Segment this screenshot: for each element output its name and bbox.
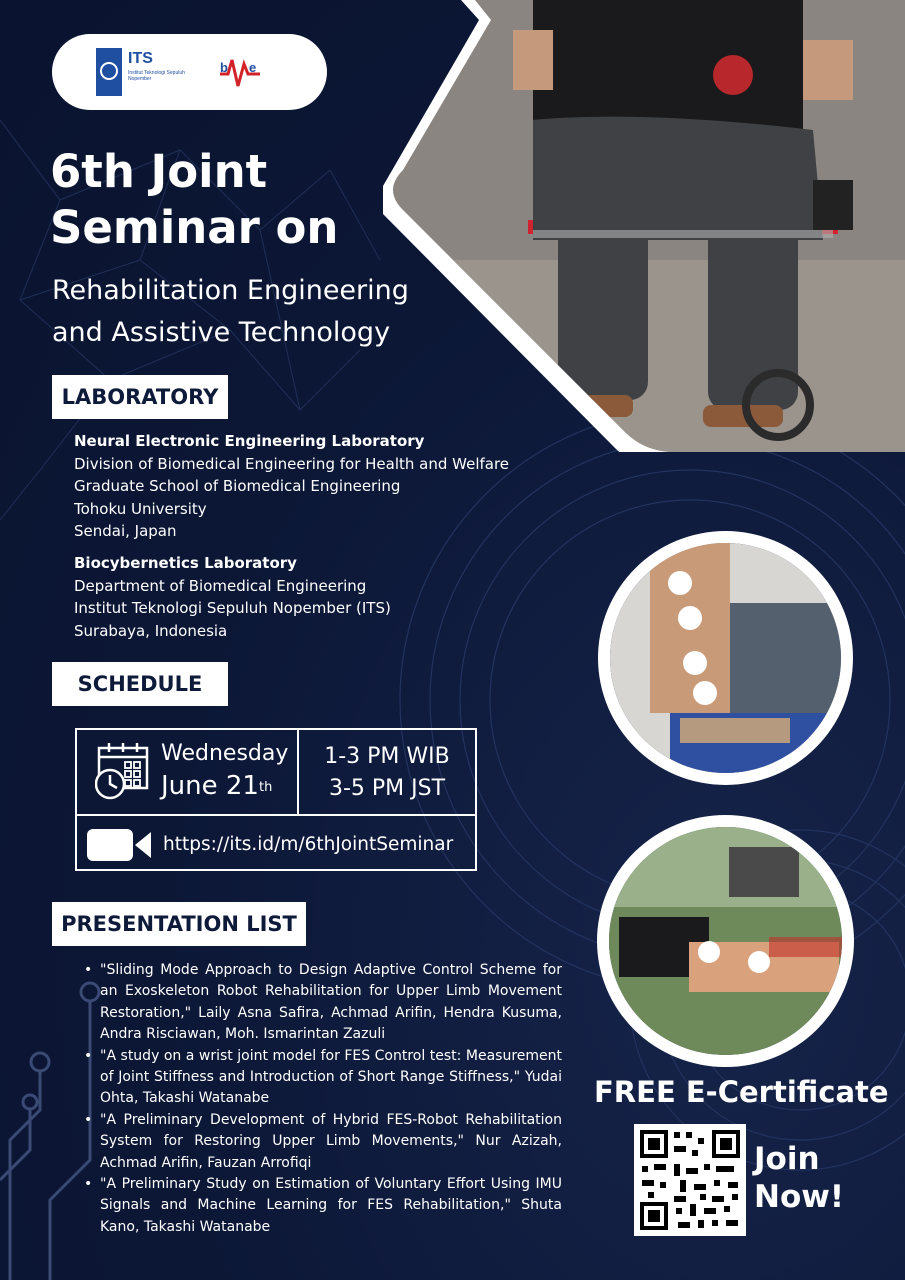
schedule-time-wib: 1-3 PM WIB (324, 744, 450, 769)
presentation-item: • "Sliding Mode Approach to Design Adaptive Control Scheme for an Exoskeleton Robot Rehabilitation for Upper Limb Movement Restoration," Laily Asna Safira, Achmad Arifin, Hendra Kusuma, Andra Risciawan, Moh. Ismarintan Zazuli (82, 960, 562, 1046)
lab-2-line: Surabaya, Indonesia (74, 621, 228, 640)
laboratory-heading: LABORATORY (52, 375, 228, 419)
free-certificate-text: FREE E-Certificate (594, 1075, 889, 1109)
lab-2-name: Biocybernetics Laboratory (74, 554, 297, 572)
schedule-date-text: June 21 (161, 771, 259, 801)
lab-2-line: Department of Biomedical Engineering (74, 576, 367, 595)
seminar-title (50, 144, 338, 256)
its-logo-text: ITS (128, 50, 153, 67)
presentation-list (82, 960, 562, 1238)
arm-electrodes-photo (597, 815, 854, 1067)
lab-1-line: Tohoku University (74, 499, 207, 518)
schedule-time-jst: 3-5 PM JST (328, 776, 446, 801)
lab-2-line: Institut Teknologi Sepuluh Nopember (ITS) (74, 599, 391, 617)
its-logo-subtext: Institut Teknologi Sepuluh Nopember (128, 70, 185, 82)
presentation-item: • "A study on a wrist joint model for FES Control test: Measurement of Joint Stiffness and Introduction of Short Range Stiffness," Yudai Ohta, Takashi Watanabe (82, 1046, 562, 1110)
schedule-box (75, 728, 477, 871)
svg-text:e: e (249, 60, 257, 75)
video-camera-icon (85, 826, 153, 864)
qr-code[interactable] (634, 1124, 746, 1236)
schedule-date-suffix: th (258, 780, 273, 795)
title-line-1: 6th Joint (50, 145, 268, 198)
divider (77, 814, 475, 816)
schedule-date (161, 770, 272, 802)
presentation-list-heading: PRESENTATION LIST (52, 902, 306, 946)
seminar-link[interactable]: https://its.id/m/6thJointSeminar (163, 834, 454, 855)
schedule-heading: SCHEDULE (52, 662, 228, 706)
svg-text:b: b (220, 60, 228, 75)
lab-1-name: Neural Electronic Engineering Laboratory (74, 432, 425, 450)
presentation-item: • "A Preliminary Study on Estimation of Voluntary Effort Using IMU Signals and Machine Learning for FES Rehabilitation," Shuta Kano, Takashi Watanabe (82, 1174, 562, 1238)
lab-1-line: Graduate School of Biomedical Engineering (74, 477, 401, 495)
logo-banner (52, 34, 327, 110)
its-logo (96, 48, 122, 96)
seminar-subtitle (52, 270, 409, 354)
calendar-clock-icon (95, 742, 151, 802)
join-now-text (754, 1140, 844, 1216)
presentation-item: • "A Preliminary Development of Hybrid FES-Robot Rehabilitation System for Restoring Upper Limb Movements," Nur Azizah, Achmad Arifin, Fauzan Arrofiqi (82, 1110, 562, 1174)
lab-1-line: Division of Biomedical Engineering for Health and Welfare (74, 454, 510, 473)
join-line-2: Now! (754, 1179, 845, 1215)
join-line-1: Join (754, 1141, 820, 1177)
subtitle-line-1: Rehabilitation Engineering (52, 275, 409, 306)
leg-electrodes-photo (598, 531, 853, 785)
wheelchair-fes-photo (383, 0, 905, 452)
schedule-day: Wednesday (161, 741, 289, 766)
subtitle-line-2: and Assistive Technology (52, 317, 391, 348)
bme-logo (218, 52, 262, 92)
title-line-2: Seminar on (50, 201, 339, 254)
lab-2 (74, 552, 391, 642)
lab-1-line: Sendai, Japan (74, 522, 177, 540)
lab-1 (74, 430, 509, 543)
